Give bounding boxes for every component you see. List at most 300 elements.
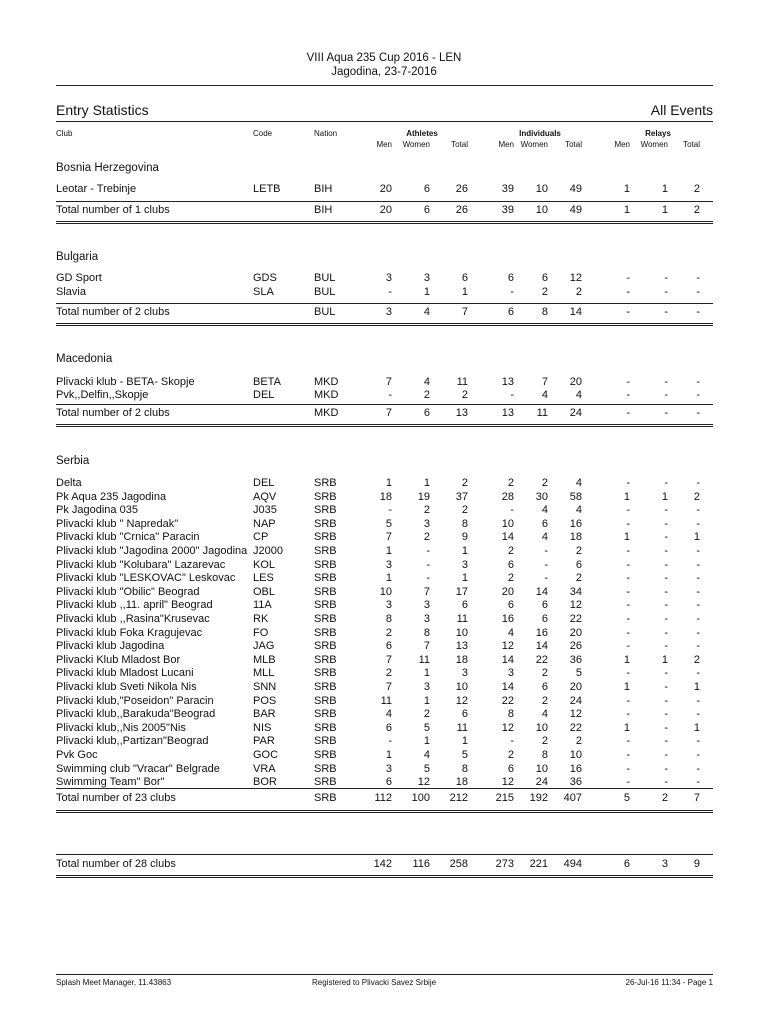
cell-value: 12 [455, 694, 468, 707]
cell-value: 1 [423, 694, 430, 707]
total-rule [56, 303, 713, 304]
table-row [0, 666, 768, 680]
cell-value: - [426, 558, 430, 571]
club-name: Plivacki Klub Mladost Bor [56, 653, 181, 666]
col-club: Club [56, 129, 73, 138]
cell-value: 12 [501, 640, 514, 653]
cell-value: - [664, 389, 668, 401]
cell-value: 3 [423, 272, 430, 284]
club-code: VRA [253, 762, 276, 775]
cell-value: - [664, 477, 668, 489]
club-nation: SRB [314, 599, 337, 612]
cell-value: 192 [529, 792, 548, 804]
club-code: AQV [253, 490, 277, 503]
club-nation: SRB [314, 653, 337, 666]
cell-value: 6 [507, 762, 514, 775]
cell-value: 12 [569, 272, 582, 284]
club-nation: SRB [314, 762, 337, 775]
cell-value: - [388, 286, 392, 298]
cell-value: 2 [661, 792, 668, 804]
table-row [0, 653, 768, 667]
cell-value: 2 [575, 735, 582, 748]
cell-value: - [626, 389, 630, 401]
cell-value: 4 [541, 389, 548, 401]
total-nation: SRB [314, 792, 337, 804]
total-label: Total number of 2 clubs [56, 306, 170, 318]
cell-value: - [510, 504, 514, 517]
club-name: Slavia [56, 286, 86, 298]
cell-value: 20 [569, 376, 582, 388]
cell-value: 2 [541, 477, 548, 489]
total-nation: BIH [314, 204, 333, 216]
club-code: GDS [253, 272, 277, 284]
event-title: VIII Aqua 235 Cup 2016 - LEN [306, 52, 462, 64]
club-code: OBL [253, 585, 276, 598]
club-code: LES [253, 572, 274, 585]
cell-value: 12 [417, 776, 430, 789]
cell-value: 2 [541, 667, 548, 680]
cell-value: - [696, 613, 700, 625]
cell-value: - [544, 572, 548, 585]
cell-value: 8 [423, 626, 430, 639]
cell-value: 10 [455, 681, 468, 693]
club-name: Plivacki klub "Kolubara" Lazarevac [56, 558, 226, 571]
cell-value: 6 [541, 681, 548, 693]
cell-value: 1 [623, 653, 630, 666]
cell-value: 2 [423, 531, 430, 544]
cell-value: 10 [535, 183, 548, 195]
club-name: Delta [56, 477, 82, 489]
club-name: Plivacki klub "LESKOVAC" Leskovac [56, 572, 236, 585]
cell-value: - [626, 376, 630, 388]
cell-value: - [626, 286, 630, 298]
cell-value: 2 [541, 735, 548, 748]
cell-value: 142 [373, 858, 392, 870]
cell-value: 100 [411, 792, 430, 804]
cell-value: 2 [693, 653, 700, 666]
club-nation: SRB [314, 517, 337, 530]
cell-value: 49 [569, 204, 582, 216]
cell-value: 7 [461, 306, 468, 318]
cell-value: 12 [501, 776, 514, 789]
cell-value: 5 [623, 792, 630, 804]
cell-value: - [544, 558, 548, 571]
table-row [0, 639, 768, 653]
cell-value: 24 [535, 776, 548, 789]
cell-value: 1 [623, 204, 630, 216]
cell-value: 8 [541, 749, 548, 761]
cell-value: - [664, 613, 668, 625]
cell-value: 24 [569, 694, 582, 707]
col-athletes: Athletes [406, 129, 438, 138]
club-name: Pvk,,Delfin,,Skopje [56, 389, 149, 401]
cell-value: 6 [623, 858, 630, 870]
club-name: Plivacki klub - BETA- Skopje [56, 376, 195, 388]
club-nation: SRB [314, 545, 337, 557]
cell-value: 58 [569, 490, 582, 503]
cell-value: - [696, 667, 700, 680]
cell-value: - [696, 545, 700, 557]
cell-value: 3 [423, 517, 430, 530]
grand-total-row [0, 857, 768, 871]
cell-value: 19 [417, 490, 430, 503]
cell-value: 1 [423, 477, 430, 489]
cell-value: 39 [501, 183, 514, 195]
cell-value: - [626, 572, 630, 585]
cell-value: - [696, 407, 700, 419]
cell-value: 1 [623, 531, 630, 544]
cell-value: - [664, 306, 668, 318]
cell-value: 1 [623, 721, 630, 734]
club-name: Plivacki klub ,,Rasina"Krusevac [56, 613, 210, 625]
cell-value: 7 [385, 531, 392, 544]
sub-men: Men [614, 140, 630, 149]
cell-value: - [626, 599, 630, 612]
club-nation: SRB [314, 721, 337, 734]
cell-value: 20 [569, 626, 582, 639]
club-nation: SRB [314, 613, 337, 625]
cell-value: 8 [507, 708, 514, 721]
total-row [0, 203, 768, 217]
cell-value: 215 [495, 792, 514, 804]
club-name: Plivacki klub Jagodina [56, 640, 165, 653]
cell-value: 1 [423, 286, 430, 298]
cell-value: - [510, 286, 514, 298]
cell-value: 22 [535, 653, 548, 666]
cell-value: 4 [575, 389, 582, 401]
cell-value: - [626, 613, 630, 625]
cell-value: - [696, 735, 700, 748]
cell-value: 2 [507, 545, 514, 557]
title-rule [56, 121, 713, 122]
club-nation: SRB [314, 585, 337, 598]
total-label: Total number of 2 clubs [56, 407, 170, 419]
footer-rule [56, 974, 713, 975]
cell-value: - [696, 749, 700, 761]
table-row [0, 585, 768, 599]
cell-value: 212 [449, 792, 468, 804]
club-code: BAR [253, 708, 276, 721]
cell-value: 4 [423, 749, 430, 761]
club-name: Swimming club "Vracar" Belgrade [56, 762, 220, 775]
cell-value: 3 [385, 762, 392, 775]
cell-value: 6 [507, 599, 514, 612]
club-nation: SRB [314, 708, 337, 721]
cell-value: 1 [423, 735, 430, 748]
cell-value: - [626, 776, 630, 789]
cell-value: 4 [507, 626, 514, 639]
cell-value: 14 [501, 531, 514, 544]
club-nation: BIH [314, 183, 333, 195]
total-row [0, 305, 768, 319]
cell-value: 14 [501, 681, 514, 693]
cell-value: 8 [385, 613, 392, 625]
club-code: DEL [253, 389, 275, 401]
cell-value: 37 [455, 490, 468, 503]
cell-value: 1 [461, 545, 468, 557]
sub-men: Men [498, 140, 514, 149]
club-name: Swimming Team" Bor" [56, 776, 165, 789]
club-name: Leotar - Trebinje [56, 183, 137, 195]
club-code: SLA [253, 286, 274, 298]
cell-value: 3 [385, 306, 392, 318]
table-row [0, 571, 768, 585]
cell-value: - [626, 272, 630, 284]
cell-value: 221 [529, 858, 548, 870]
cell-value: - [664, 531, 668, 544]
cell-value: 30 [535, 490, 548, 503]
cell-value: 13 [455, 407, 468, 419]
club-name: Plivacki klub Foka Kragujevac [56, 626, 203, 639]
cell-value: - [664, 286, 668, 298]
club-code: KOL [253, 558, 276, 571]
cell-value: 6 [541, 517, 548, 530]
section-title: Bosnia Herzegovina [56, 162, 159, 174]
cell-value: - [626, 694, 630, 707]
cell-value: 1 [661, 204, 668, 216]
cell-value: - [664, 762, 668, 775]
cell-value: - [696, 626, 700, 639]
cell-value: 8 [461, 762, 468, 775]
cell-value: 6 [541, 599, 548, 612]
cell-value: - [664, 626, 668, 639]
col-relays: Relays [645, 129, 671, 138]
sub-total: Total [451, 140, 468, 149]
cell-value: 4 [541, 504, 548, 517]
club-nation: BUL [314, 272, 336, 284]
report-title: Entry Statistics [56, 102, 149, 118]
cell-value: 3 [423, 681, 430, 693]
cell-value: - [664, 708, 668, 721]
cell-value: 14 [569, 306, 582, 318]
cell-value: 34 [569, 585, 582, 598]
cell-value: - [664, 376, 668, 388]
sub-total: Total [565, 140, 582, 149]
cell-value: - [388, 504, 392, 517]
club-name: Plivacki klub "Jagodina 2000" Jagodina [56, 545, 248, 557]
club-name: Plivacki klub " Napredak" [56, 517, 179, 530]
club-nation: SRB [314, 681, 337, 693]
club-name: Plivacki klub,,Nis 2005"Nis [56, 721, 186, 734]
cell-value: 10 [455, 626, 468, 639]
cell-value: - [664, 735, 668, 748]
club-code: BETA [253, 376, 281, 388]
cell-value: 3 [385, 272, 392, 284]
club-nation: SRB [314, 504, 337, 517]
club-code: 11A [253, 599, 272, 612]
cell-value: 7 [423, 585, 430, 598]
club-nation: SRB [314, 477, 337, 489]
cell-value: 6 [507, 272, 514, 284]
total-rule [56, 404, 713, 405]
col-nation: Nation [314, 129, 338, 138]
cell-value: 1 [385, 477, 392, 489]
table-row [0, 734, 768, 748]
cell-value: - [664, 504, 668, 517]
cell-value: 6 [423, 183, 430, 195]
section-end-rule [56, 221, 713, 224]
cell-value: - [664, 517, 668, 530]
cell-value: 1 [693, 681, 700, 693]
cell-value: 20 [379, 204, 392, 216]
table-row [0, 762, 768, 776]
cell-value: 10 [535, 204, 548, 216]
cell-value: 2 [423, 708, 430, 721]
cell-value: 6 [423, 204, 430, 216]
cell-value: - [696, 776, 700, 789]
cell-value: 116 [412, 858, 430, 870]
cell-value: 3 [461, 667, 468, 680]
cell-value: 6 [541, 613, 548, 625]
club-code: SNN [253, 681, 277, 693]
cell-value: 6 [507, 306, 514, 318]
cell-value: 6 [385, 640, 392, 653]
cell-value: 17 [455, 585, 468, 598]
club-name: Plivacki klub ,,11. april" Beograd [56, 599, 213, 612]
cell-value: 9 [461, 531, 468, 544]
footer-date-page: 26-Jul-16 11:34 - Page 1 [625, 978, 713, 987]
cell-value: 12 [501, 721, 514, 734]
cell-value: 11 [456, 613, 468, 625]
table-row [0, 748, 768, 762]
total-label: Total number of 23 clubs [56, 792, 176, 804]
club-name: Plivacki klub "Crnica" Paracin [56, 531, 200, 544]
cell-value: 14 [535, 640, 548, 653]
cell-value: 10 [379, 585, 392, 598]
cell-value: 3 [385, 558, 392, 571]
cell-value: 6 [385, 776, 392, 789]
cell-value: 258 [449, 858, 468, 870]
table-row [0, 680, 768, 694]
cell-value: - [664, 749, 668, 761]
table-row [0, 476, 768, 490]
club-name: Plivacki klub Sveti Nikola Nis [56, 681, 197, 693]
cell-value: - [626, 708, 630, 721]
club-nation: SRB [314, 572, 337, 585]
cell-value: 22 [569, 613, 582, 625]
cell-value: 1 [385, 749, 392, 761]
cell-value: 1 [461, 572, 468, 585]
club-nation: SRB [314, 626, 337, 639]
sub-total: Total [683, 140, 700, 149]
cell-value: 20 [501, 585, 514, 598]
cell-value: 1 [623, 490, 630, 503]
club-nation: SRB [314, 694, 337, 707]
grand-total-end-rule [56, 875, 713, 878]
club-code: J035 [253, 504, 277, 517]
cell-value: - [510, 389, 514, 401]
cell-value: 3 [507, 667, 514, 680]
cell-value: 2 [461, 504, 468, 517]
sub-men: Men [376, 140, 392, 149]
cell-value: 11 [456, 376, 468, 388]
cell-value: 5 [575, 667, 582, 680]
club-name: Pvk Goc [56, 749, 98, 761]
cell-value: - [426, 545, 430, 557]
cell-value: - [696, 558, 700, 571]
cell-value: 18 [455, 776, 468, 789]
cell-value: 22 [501, 694, 514, 707]
club-nation: SRB [314, 776, 337, 789]
section-title: Serbia [56, 455, 90, 467]
club-code: CP [253, 531, 269, 544]
club-code: NAP [253, 517, 276, 530]
sub-women: Women [402, 140, 430, 149]
club-code: NIS [253, 721, 272, 734]
cell-value: - [696, 572, 700, 585]
cell-value: 4 [541, 531, 548, 544]
club-nation: SRB [314, 490, 337, 503]
cell-value: 18 [455, 653, 468, 666]
cell-value: 5 [385, 517, 392, 530]
cell-value: 10 [501, 517, 514, 530]
cell-value: 6 [423, 407, 430, 419]
cell-value: 2 [693, 490, 700, 503]
club-nation: SRB [314, 640, 337, 653]
cell-value: 2 [575, 545, 582, 557]
cell-value: 7 [385, 407, 392, 419]
club-nation: SRB [314, 667, 337, 680]
cell-value: 1 [423, 667, 430, 680]
cell-value: 13 [501, 376, 514, 388]
cell-value: - [664, 640, 668, 653]
table-row [0, 271, 768, 285]
cell-value: 2 [461, 477, 468, 489]
cell-value: - [544, 545, 548, 557]
cell-value: 112 [374, 792, 392, 804]
cell-value: - [626, 517, 630, 530]
cell-value: - [426, 572, 430, 585]
club-code: RK [253, 613, 269, 625]
club-code: POS [253, 694, 277, 707]
club-code: BOR [253, 776, 277, 789]
cell-value: - [696, 504, 700, 517]
cell-value: 7 [541, 376, 548, 388]
cell-value: - [626, 407, 630, 419]
table-row [0, 721, 768, 735]
cell-value: - [664, 558, 668, 571]
section-end-rule [56, 810, 713, 813]
cell-value: 4 [385, 708, 392, 721]
cell-value: 39 [501, 204, 514, 216]
cell-value: - [696, 477, 700, 489]
cell-value: 2 [541, 694, 548, 707]
club-nation: SRB [314, 735, 337, 748]
cell-value: - [626, 306, 630, 318]
cell-value: - [626, 585, 630, 598]
table-row [0, 707, 768, 721]
total-nation: MKD [314, 407, 339, 419]
cell-value: - [696, 599, 700, 612]
cell-value: 10 [535, 762, 548, 775]
club-code: FO [253, 626, 269, 639]
cell-value: 2 [461, 389, 468, 401]
club-nation: SRB [314, 531, 337, 544]
cell-value: - [664, 272, 668, 284]
cell-value: 49 [569, 183, 582, 195]
total-row [0, 406, 768, 420]
cell-value: 5 [461, 749, 468, 761]
col-code: Code [253, 129, 273, 138]
club-code: J2000 [253, 545, 283, 557]
cell-value: 2 [423, 389, 430, 401]
cell-value: 2 [385, 667, 392, 680]
cell-value: 6 [385, 721, 392, 734]
club-nation: SRB [314, 749, 337, 761]
cell-value: 2 [423, 504, 430, 517]
cell-value: 3 [423, 599, 430, 612]
cell-value: 7 [385, 653, 392, 666]
